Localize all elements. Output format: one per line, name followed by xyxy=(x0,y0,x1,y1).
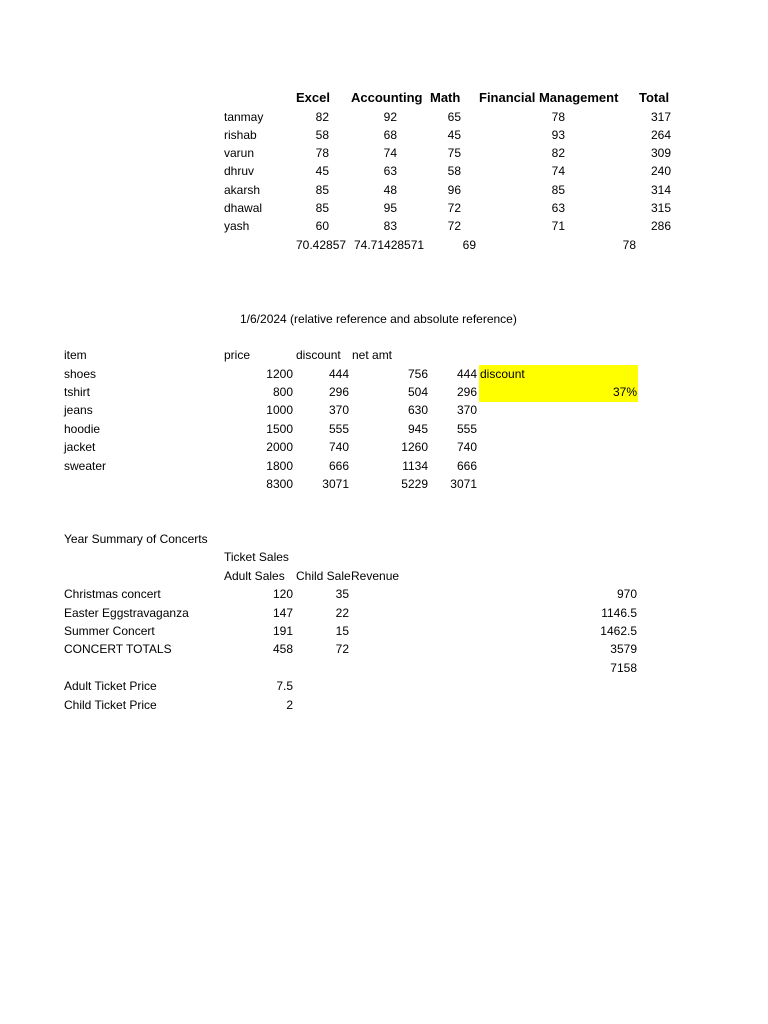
score-cell: 95 xyxy=(383,201,397,215)
student-name: tanmay xyxy=(224,110,264,124)
adult-sales-cell: 120 xyxy=(272,587,293,601)
header-revenue: Revenue xyxy=(351,569,400,583)
header-item: item xyxy=(64,348,87,362)
section-title: 1/6/2024 (relative reference and absolute reference) xyxy=(240,312,517,326)
score-cell: 60 xyxy=(315,219,329,233)
price-cell: 1800 xyxy=(266,459,293,473)
net-amount-cell: 756 xyxy=(407,367,428,381)
score-cell: 85 xyxy=(315,201,329,215)
average-cell: 70.42857 xyxy=(296,238,347,252)
score-cell: 63 xyxy=(551,201,565,215)
price-cell: 1500 xyxy=(266,422,293,436)
revenue-cell: 3579 xyxy=(610,642,637,656)
extra-cell: 555 xyxy=(456,422,477,436)
student-name: akarsh xyxy=(224,183,261,197)
extra-cell: 444 xyxy=(456,367,477,381)
ticket-sales-header: Ticket Sales xyxy=(224,550,289,564)
score-cell: 82 xyxy=(315,110,329,124)
extra-cell: 296 xyxy=(456,385,477,399)
score-cell: 85 xyxy=(315,183,329,197)
header-price: price xyxy=(224,348,251,362)
price-cell: 2000 xyxy=(266,440,293,454)
score-cell: 58 xyxy=(315,128,329,142)
score-cell: 82 xyxy=(551,146,565,160)
student-name: dhruv xyxy=(224,164,255,178)
adult-ticket-price-value: 7.5 xyxy=(276,679,293,693)
student-name: varun xyxy=(224,146,255,160)
net-amount-cell: 630 xyxy=(407,403,428,417)
net-amount-cell: 1260 xyxy=(401,440,428,454)
score-cell: 65 xyxy=(447,110,461,124)
revenue-cell: 1146.5 xyxy=(601,606,637,620)
discount-rate-label: discount xyxy=(480,367,525,381)
header-child-sale: Child Sale xyxy=(296,569,351,583)
extra-cell: 370 xyxy=(456,403,477,417)
score-cell: 71 xyxy=(551,219,565,233)
child-sale-cell: 15 xyxy=(335,624,349,638)
concert-name: Easter Eggstravaganza xyxy=(64,606,189,620)
total-discount: 3071 xyxy=(322,477,349,491)
score-cell: 74 xyxy=(383,146,397,160)
score-cell: 92 xyxy=(383,110,397,124)
header-excel: Excel xyxy=(296,90,330,105)
extra-cell: 666 xyxy=(456,459,477,473)
item-name: hoodie xyxy=(64,422,101,436)
student-name: yash xyxy=(224,219,250,233)
score-cell: 58 xyxy=(447,164,461,178)
child-sale-cell: 35 xyxy=(335,587,349,601)
total-extra: 3071 xyxy=(450,477,477,491)
average-cell: 78 xyxy=(622,238,636,252)
score-cell: 72 xyxy=(447,201,461,215)
discount-rate-value: 37% xyxy=(612,385,637,399)
item-name: sweater xyxy=(64,459,107,473)
adult-sales-cell: 458 xyxy=(272,642,293,656)
item-name: jacket xyxy=(64,440,96,454)
revenue-cell: 1462.5 xyxy=(600,624,637,638)
score-cell: 68 xyxy=(383,128,397,142)
concert-name: CONCERT TOTALS xyxy=(64,642,172,656)
average-cell: 74.71428571 xyxy=(354,238,425,252)
score-cell: 96 xyxy=(447,183,461,197)
child-sale-cell: 22 xyxy=(335,606,349,620)
student-name: rishab xyxy=(224,128,257,142)
item-name: shoes xyxy=(64,367,97,381)
concert-name: Summer Concert xyxy=(64,624,155,638)
header-adult-sales: Adult Sales xyxy=(224,569,285,583)
adult-sales-cell: 147 xyxy=(272,606,293,620)
net-amount-cell: 504 xyxy=(407,385,428,399)
header-total: Total xyxy=(639,90,670,105)
net-amount-cell: 945 xyxy=(407,422,428,436)
discount-cell: 555 xyxy=(328,422,349,436)
score-cell: 78 xyxy=(551,110,565,124)
total-cell: 264 xyxy=(650,128,671,142)
total-net-amount: 5229 xyxy=(401,477,428,491)
header-math: Math xyxy=(430,90,461,105)
price-cell: 800 xyxy=(272,385,293,399)
grand-total: 7158 xyxy=(610,661,637,675)
price-cell: 1200 xyxy=(266,367,293,381)
adult-ticket-price-label: Adult Ticket Price xyxy=(64,679,157,693)
score-cell: 48 xyxy=(383,183,397,197)
total-cell: 317 xyxy=(650,110,671,124)
score-cell: 45 xyxy=(447,128,461,142)
adult-sales-cell: 191 xyxy=(272,624,293,638)
score-cell: 78 xyxy=(315,146,329,160)
header-discount: discount xyxy=(296,348,341,362)
score-cell: 74 xyxy=(551,164,565,178)
score-cell: 63 xyxy=(383,164,397,178)
discount-cell: 666 xyxy=(328,459,349,473)
score-cell: 45 xyxy=(315,164,329,178)
revenue-cell: 970 xyxy=(616,587,637,601)
header-accounting: Accounting xyxy=(351,90,423,105)
total-cell: 309 xyxy=(650,146,671,160)
price-cell: 1000 xyxy=(266,403,293,417)
total-cell: 286 xyxy=(650,219,671,233)
score-cell: 93 xyxy=(551,128,565,142)
discount-cell: 740 xyxy=(328,440,349,454)
discount-cell: 370 xyxy=(328,403,349,417)
total-cell: 240 xyxy=(650,164,671,178)
child-ticket-price-value: 2 xyxy=(286,698,293,712)
student-name: dhawal xyxy=(224,201,263,215)
net-amount-cell: 1134 xyxy=(402,459,428,473)
header-net-amount: net amt xyxy=(352,348,393,362)
total-price: 8300 xyxy=(266,477,293,491)
discount-cell: 296 xyxy=(328,385,349,399)
header-financial-management: Financial Management xyxy=(479,90,619,105)
score-cell: 72 xyxy=(447,219,461,233)
child-ticket-price-label: Child Ticket Price xyxy=(64,698,157,712)
discount-cell: 444 xyxy=(328,367,349,381)
extra-cell: 740 xyxy=(456,440,477,454)
total-cell: 315 xyxy=(650,201,671,215)
concert-name: Christmas concert xyxy=(64,587,161,601)
item-name: tshirt xyxy=(64,385,91,399)
score-cell: 85 xyxy=(551,183,565,197)
item-name: jeans xyxy=(64,403,93,417)
score-cell: 75 xyxy=(447,146,461,160)
section-title: Year Summary of Concerts xyxy=(64,532,208,546)
score-cell: 83 xyxy=(383,219,397,233)
total-cell: 314 xyxy=(650,183,671,197)
average-cell: 69 xyxy=(462,238,476,252)
child-sale-cell: 72 xyxy=(335,642,349,656)
